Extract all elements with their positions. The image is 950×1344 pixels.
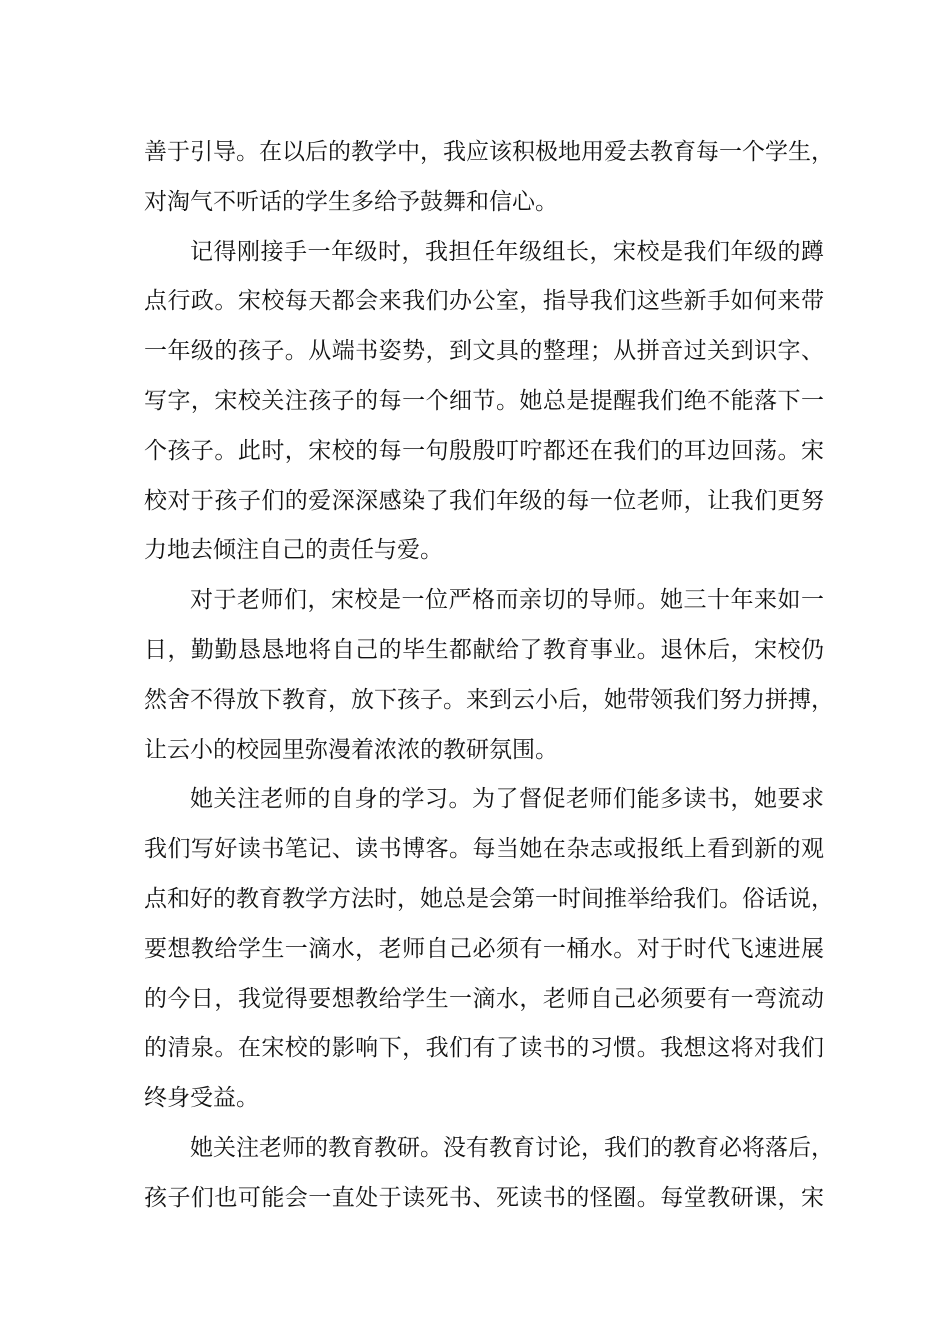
text-line: 写字，宋校关注孩子的每一个细节。她总是提醒我们绝不能落下一 (144, 387, 824, 414)
text-line: 善于引导。在以后的教学中，我应该积极地用爱去教育每一个学生， (144, 139, 834, 165)
paragraph (144, 1124, 834, 1224)
body-text (144, 128, 834, 1224)
text-line: 她关注老师的教育教研。没有教育讨论，我们的教育必将落后， (190, 1134, 834, 1161)
text-line: 终身受益。 (144, 1085, 259, 1112)
text-line: 点和好的教育教学方法时，她总是会第一时间推举给我们。俗话说， (144, 885, 834, 912)
text-line: 要想教给学生一滴水，老师自己必须有一桶水。对于时代飞速进展 (144, 935, 824, 962)
text-line: 我们写好读书笔记、读书博客。每当她在杂志或报纸上看到新的观 (144, 836, 824, 863)
text-line: 个孩子。此时，宋校的每一句殷殷叮咛都还在我们的耳边回荡。宋 (144, 437, 824, 464)
text-line: 记得刚接手一年级时，我担任年级组长，宋校是我们年级的蹲 (190, 238, 824, 265)
text-line: 一年级的孩子。从端书姿势，到文具的整理；从拼音过关到识字、 (144, 338, 824, 365)
text-line: 的今日，我觉得要想教给学生一滴水，老师自己必须要有一弯流动 (144, 985, 824, 1012)
text-line: 让云小的校园里弥漫着浓浓的教研氛围。 (144, 736, 558, 763)
text-line: 日，勤勤恳恳地将自己的毕生都献给了教育事业。退休后，宋校仍 (144, 636, 824, 663)
paragraph (144, 228, 824, 577)
paragraph (144, 128, 834, 228)
text-line: 她关注老师的自身的学习。为了督促老师们能多读书，她要求 (190, 786, 824, 813)
text-line: 的清泉。在宋校的影响下，我们有了读书的习惯。我想这将对我们 (144, 1035, 824, 1062)
text-line: 对于老师们，宋校是一位严格而亲切的导师。她三十年来如一 (190, 587, 824, 614)
text-line: 孩子们也可能会一直处于读死书、死读书的怪圈。每堂教研课，宋 (144, 1184, 824, 1211)
text-line: 校对于孩子们的爱深深感染了我们年级的每一位老师，让我们更努 (144, 487, 824, 514)
text-line: 对淘气不听话的学生多给予鼓舞和信心。 (144, 188, 558, 215)
text-line: 然舍不得放下教育，放下孩子。来到云小后，她带领我们努力拼搏， (144, 686, 834, 713)
text-line: 力地去倾注自己的责任与爱。 (144, 537, 443, 564)
text-line: 点行政。宋校每天都会来我们办公室，指导我们这些新手如何来带 (144, 288, 824, 315)
paragraph (144, 576, 834, 775)
paragraph (144, 775, 834, 1124)
